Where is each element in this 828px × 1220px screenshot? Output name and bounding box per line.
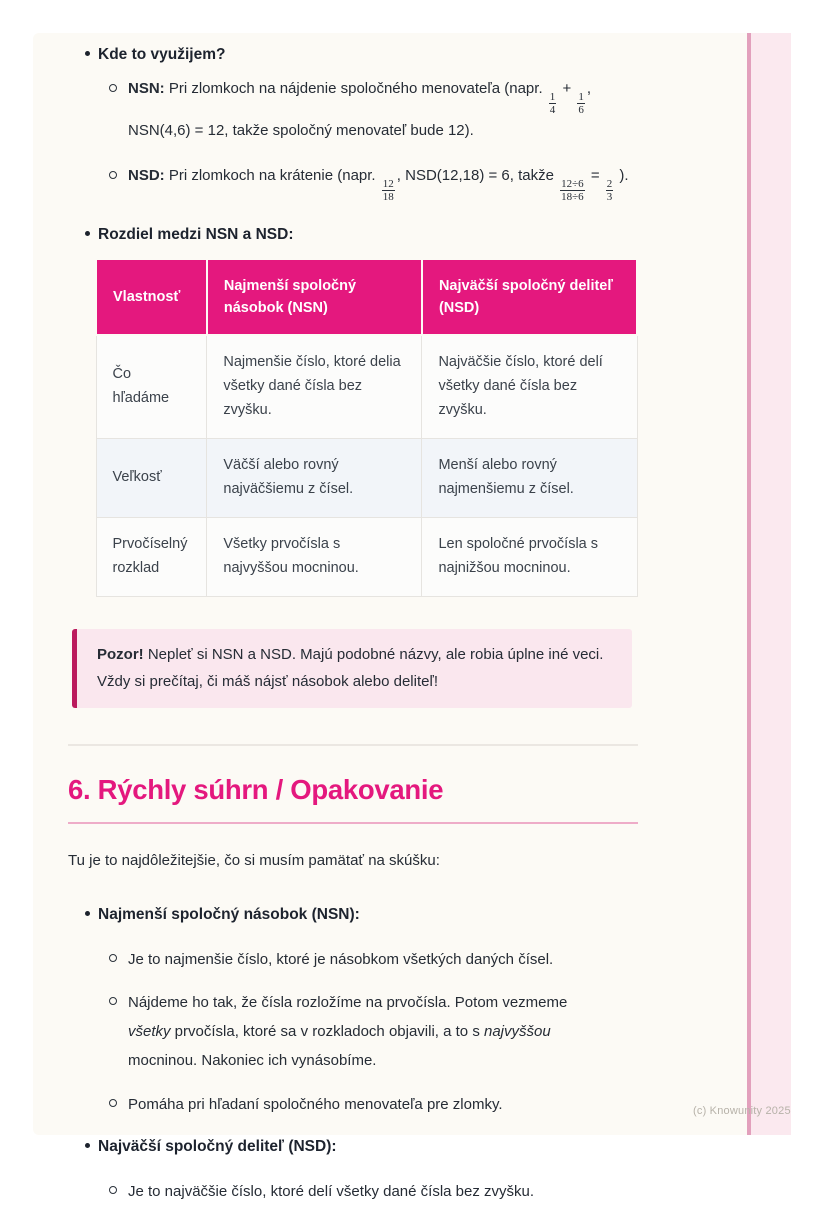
text-segment: Nájdeme ho tak, že čísla rozložíme na prvočísla. Potom vezmeme [128,993,568,1011]
text-segment: Je to najmenšie číslo, ktoré je násobkom všetkých daných čísel. [128,950,554,968]
text-segment: , NSN(4,6) = 12, takže spoločný menovateľ bude 12). [128,80,592,139]
usage-sub-item [98,75,638,144]
usage-sub-item [98,162,638,204]
text-segment: = [586,166,604,184]
fraction-icon: $\frac{1}{4}$ [549,91,556,117]
text-segment: Pri zlomkoch na krátenie (napr. [164,166,380,184]
text-segment: ). [615,166,629,184]
table-cell: Najväčšie číslo, ktoré delí všetky dané čísla bez zvyšku. [422,335,637,438]
table-cell: Len spoločné prvočísla s najnižšou mocninou. [422,518,637,597]
text-segment: mocninou. Nakoniec ich vynásobíme. [128,1052,377,1070]
fraction-icon: $\frac{12\div 6}{18\div 6}$ [561,177,584,204]
table-header-cell: Najmenší spoločný násobok (NSN) [207,259,422,336]
page-edge-strip [747,33,791,1135]
usage-title: Kde to využijem? [98,46,226,63]
text-segment: NSD: [128,166,165,184]
text-segment: Je to najväčšie číslo, ktoré delí všetky dané čísla bez zvyšku. [128,1183,535,1201]
table-cell: Menší alebo rovný najmenšiemu z čísel. [422,439,637,518]
table-header-cell: Najväčší spoločný deliteľ (NSD) [422,259,637,336]
text-segment: všetky [128,1023,171,1041]
table-cell: Najmenšie číslo, ktoré delia všetky dané čísla bez zvyšku. [207,335,422,438]
table-row [96,518,637,597]
summary-group [68,1133,638,1206]
table-row [96,439,637,518]
text-segment: Pomáha pri hľadaní spoločného menovateľa pre zlomky. [128,1095,503,1113]
table-header-cell: Vlastnosť [96,259,207,336]
table-body [96,335,637,596]
table-cell: Všetky prvočísla s najvyššou mocninou. [207,518,422,597]
text-segment: Nepleť si NSN a NSD. Majú podobné názvy, ale robia úplne iné veci. Vždy si prečítaj, či máš nájsť násobok alebo deliteľ! [97,645,604,690]
warning-text [97,642,610,695]
fraction-icon: $\frac{12}{18}$ [382,177,394,204]
summary-sublist [98,945,638,1119]
diff-list-item [68,221,638,248]
summary-group-title: Najmenší spoločný násobok (NSN): [98,905,360,923]
page-card [33,33,791,1201]
text-segment: prvočísla, ktoré sa v rozkladoch objavili, a to s [170,1023,484,1041]
section-divider [68,744,638,746]
fraction-icon: $\frac{2}{3}$ [606,177,613,204]
text-segment: , NSD(12,18) = 6, takže [396,166,559,184]
table-header-row [96,259,637,336]
warning-callout [72,629,632,708]
fraction-icon: $\frac{1}{6}$ [578,91,584,117]
usage-sublist [98,75,638,203]
table-row-label: Prvočíselný rozklad [96,518,207,597]
table-row-label: Čo hľadáme [96,335,207,438]
summary-sub-item [98,988,576,1076]
summary-group-title: Najväčší spoločný deliteľ (NSD): [98,1137,337,1155]
watermark: (c) Knowunity 2025 [693,1105,791,1117]
table-cell: Väčší alebo rovný najväčšiemu z čísel. [207,439,422,518]
usage-list-item [68,41,638,203]
table-row [96,335,637,438]
usage-list [68,41,638,249]
text-segment: + [558,80,576,98]
summary-sub-item [98,1177,576,1206]
diff-title: Rozdiel medzi NSN a NSD: [98,226,294,244]
summary-list [68,901,638,1207]
text-segment: NSN: [128,80,165,98]
text-segment: Pri zlomkoch na nájdenie spoločného menovateľa (napr. [164,80,547,98]
summary-sublist [98,1177,638,1206]
table-row-label: Veľkosť [96,439,207,518]
section-heading: 6. Rýchly súhrn / Opakovanie [68,773,638,824]
summary-sub-item [98,1090,576,1119]
summary-sub-item [98,945,576,974]
text-segment: najvyššou [484,1023,551,1041]
page-content [68,33,638,1220]
summary-group [68,901,638,1119]
comparison-table [95,258,638,597]
text-segment: Pozor! [97,645,144,663]
summary-intro: Tu je to najdôležitejšie, čo si musím pamätať na skúšku: [68,852,440,870]
